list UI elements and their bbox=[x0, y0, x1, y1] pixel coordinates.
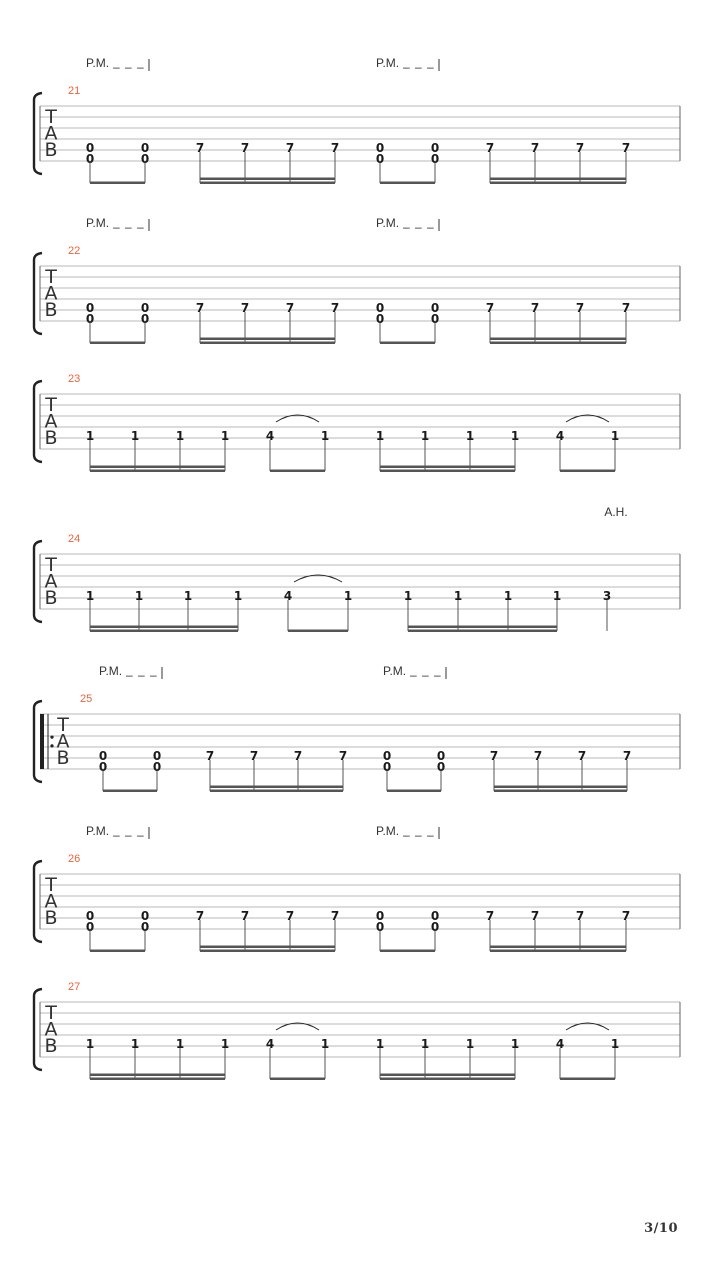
beam bbox=[494, 790, 627, 793]
fret-number: 0 bbox=[85, 312, 95, 326]
fret-number: 7 bbox=[293, 749, 303, 763]
fret-number: 7 bbox=[195, 141, 205, 155]
fret-number: 1 bbox=[503, 589, 513, 603]
beam bbox=[380, 466, 515, 469]
beam bbox=[200, 178, 335, 181]
palm-mute-label: P.M. bbox=[376, 216, 400, 230]
beam bbox=[380, 1074, 515, 1077]
fret-number: 7 bbox=[485, 141, 495, 155]
fret-number: 0 bbox=[85, 909, 95, 923]
tab-clef-letter: A bbox=[44, 122, 58, 145]
fret-number: 7 bbox=[621, 301, 631, 315]
fret-number: 7 bbox=[575, 301, 585, 315]
fret-number: 0 bbox=[430, 909, 440, 923]
fret-number: 1 bbox=[183, 589, 193, 603]
fret-number: 0 bbox=[140, 141, 150, 155]
fret-number: 1 bbox=[610, 1037, 620, 1051]
fret-number: 1 bbox=[175, 429, 185, 443]
fret-number: 3 bbox=[602, 589, 612, 603]
tab-clef-letter: A bbox=[44, 1018, 58, 1041]
tab-clef-letter: B bbox=[56, 747, 70, 769]
palm-mute-dashes: – – – bbox=[113, 220, 145, 234]
beam bbox=[90, 182, 145, 185]
fret-number: 4 bbox=[555, 1037, 565, 1051]
fret-number: 1 bbox=[175, 1037, 185, 1051]
beam bbox=[490, 178, 626, 181]
fret-number: 0 bbox=[430, 301, 440, 315]
system-bracket bbox=[34, 93, 42, 174]
fret-number: 7 bbox=[240, 141, 250, 155]
fret-number: 4 bbox=[283, 589, 293, 603]
fret-number: 7 bbox=[195, 301, 205, 315]
fret-number: 1 bbox=[320, 1037, 330, 1051]
fret-number: 4 bbox=[555, 429, 565, 443]
palm-mute-label: P.M. bbox=[383, 664, 407, 678]
fret-number: 0 bbox=[140, 909, 150, 923]
palm-mute-label: P.M. bbox=[376, 56, 400, 70]
tab-clef-letter: T bbox=[45, 394, 57, 416]
tab-clef-letter: A bbox=[44, 890, 58, 913]
fret-number: 0 bbox=[85, 301, 95, 315]
beam bbox=[490, 342, 626, 345]
fret-number: 7 bbox=[621, 141, 631, 155]
system-bracket bbox=[34, 989, 42, 1070]
beam bbox=[210, 790, 343, 793]
beam bbox=[408, 626, 557, 629]
system-bracket bbox=[34, 381, 42, 462]
page-number: 3/10 bbox=[644, 1221, 678, 1236]
fret-number: 1 bbox=[85, 589, 95, 603]
beam bbox=[210, 786, 343, 789]
fret-number: 0 bbox=[85, 141, 95, 155]
measure-number: 22 bbox=[68, 245, 81, 257]
tab-clef-letter: B bbox=[44, 587, 58, 609]
fret-number: 7 bbox=[285, 141, 295, 155]
fret-number: 1 bbox=[233, 589, 243, 603]
fret-number: 7 bbox=[621, 909, 631, 923]
fret-number: 1 bbox=[220, 1037, 230, 1051]
fret-number: 1 bbox=[552, 589, 562, 603]
fret-number: 1 bbox=[465, 1037, 475, 1051]
tab-clef-letter: B bbox=[44, 299, 58, 321]
beam bbox=[270, 1078, 325, 1081]
fret-number: 7 bbox=[195, 909, 205, 923]
measure-number: 27 bbox=[68, 981, 81, 993]
beam bbox=[490, 946, 626, 949]
fret-number: 0 bbox=[140, 301, 150, 315]
fret-number: 0 bbox=[375, 920, 385, 934]
beam bbox=[90, 1078, 225, 1081]
artificial-harmonic-label: A.H. bbox=[604, 505, 628, 519]
system-bracket bbox=[34, 541, 42, 622]
fret-number: 1 bbox=[220, 429, 230, 443]
palm-mute-dashes: – – – bbox=[113, 60, 145, 74]
palm-mute-label: P.M. bbox=[376, 824, 400, 838]
fret-number: 7 bbox=[485, 301, 495, 315]
beam bbox=[380, 342, 435, 345]
fret-number: 0 bbox=[375, 141, 385, 155]
fret-number: 0 bbox=[375, 909, 385, 923]
fret-number: 0 bbox=[430, 920, 440, 934]
palm-mute-dashes: – – – bbox=[113, 828, 145, 842]
fret-number: 0 bbox=[375, 152, 385, 166]
beam bbox=[288, 630, 348, 633]
system-bracket bbox=[34, 253, 42, 334]
beam bbox=[270, 470, 325, 473]
fret-number: 1 bbox=[510, 429, 520, 443]
fret-number: 0 bbox=[140, 312, 150, 326]
fret-number: 7 bbox=[575, 141, 585, 155]
fret-number: 7 bbox=[575, 909, 585, 923]
fret-number: 0 bbox=[375, 312, 385, 326]
tab-clef-letter: A bbox=[56, 730, 70, 753]
fret-number: 7 bbox=[338, 749, 348, 763]
beam bbox=[90, 470, 225, 473]
beam bbox=[490, 338, 626, 341]
beam bbox=[380, 1078, 515, 1081]
fret-number: 0 bbox=[430, 312, 440, 326]
tab-clef-letter: A bbox=[44, 282, 58, 305]
fret-number: 7 bbox=[285, 301, 295, 315]
fret-number: 0 bbox=[375, 301, 385, 315]
fret-number: 1 bbox=[420, 1037, 430, 1051]
palm-mute-dashes: – – – bbox=[403, 828, 435, 842]
repeat-thick-barline bbox=[40, 714, 44, 769]
palm-mute-dashes: – – – bbox=[410, 668, 442, 682]
beam bbox=[200, 338, 335, 341]
fret-number: 0 bbox=[436, 749, 446, 763]
fret-number: 1 bbox=[85, 1037, 95, 1051]
fret-number: 7 bbox=[205, 749, 215, 763]
beam bbox=[90, 630, 238, 633]
fret-number: 1 bbox=[320, 429, 330, 443]
beam bbox=[90, 342, 145, 345]
palm-mute-dashes: – – – bbox=[126, 668, 158, 682]
beam bbox=[408, 630, 557, 633]
fret-number: 7 bbox=[330, 909, 340, 923]
measure-number: 21 bbox=[68, 85, 81, 97]
fret-number: 0 bbox=[430, 141, 440, 155]
fret-number: 1 bbox=[403, 589, 413, 603]
fret-number: 7 bbox=[330, 301, 340, 315]
beam bbox=[90, 626, 238, 629]
tab-clef-letter: T bbox=[57, 714, 69, 736]
beam bbox=[103, 790, 157, 793]
fret-number: 7 bbox=[240, 909, 250, 923]
fret-number: 7 bbox=[530, 301, 540, 315]
repeat-dot bbox=[50, 736, 53, 739]
beam bbox=[560, 470, 615, 473]
beam bbox=[200, 946, 335, 949]
fret-number: 0 bbox=[382, 749, 392, 763]
beam bbox=[490, 950, 626, 953]
fret-number: 7 bbox=[249, 749, 259, 763]
fret-number: 0 bbox=[140, 152, 150, 166]
fret-number: 4 bbox=[265, 429, 275, 443]
fret-number: 1 bbox=[85, 429, 95, 443]
fret-number: 7 bbox=[285, 909, 295, 923]
beam bbox=[90, 466, 225, 469]
fret-number: 0 bbox=[140, 920, 150, 934]
fret-number: 7 bbox=[577, 749, 587, 763]
fret-number: 0 bbox=[85, 920, 95, 934]
fret-number: 7 bbox=[530, 141, 540, 155]
fret-number: 1 bbox=[453, 589, 463, 603]
tab-clef-letter: B bbox=[44, 1035, 58, 1057]
tab-clef-letter: A bbox=[44, 410, 58, 433]
tab-clef-letter: T bbox=[45, 106, 57, 128]
beam bbox=[90, 950, 145, 953]
palm-mute-label: P.M. bbox=[86, 824, 110, 838]
tab-clef-letter: T bbox=[45, 1002, 57, 1024]
fret-number: 7 bbox=[622, 749, 632, 763]
fret-number: 0 bbox=[152, 749, 162, 763]
fret-number: 1 bbox=[130, 429, 140, 443]
measure-number: 24 bbox=[68, 533, 81, 545]
palm-mute-label: P.M. bbox=[99, 664, 123, 678]
tab-clef-letter: B bbox=[44, 907, 58, 929]
beam bbox=[90, 1074, 225, 1077]
fret-number: 1 bbox=[375, 429, 385, 443]
fret-number: 1 bbox=[343, 589, 353, 603]
beam bbox=[380, 182, 435, 185]
fret-number: 1 bbox=[510, 1037, 520, 1051]
fret-number: 4 bbox=[265, 1037, 275, 1051]
fret-number: 1 bbox=[130, 1037, 140, 1051]
repeat-dot bbox=[50, 744, 53, 747]
tab-clef-letter: B bbox=[44, 139, 58, 161]
beam bbox=[200, 342, 335, 345]
measure-number: 26 bbox=[68, 853, 81, 865]
fret-number: 0 bbox=[382, 760, 392, 774]
beam bbox=[380, 950, 435, 953]
palm-mute-label: P.M. bbox=[86, 56, 110, 70]
fret-number: 1 bbox=[375, 1037, 385, 1051]
fret-number: 1 bbox=[610, 429, 620, 443]
fret-number: 7 bbox=[530, 909, 540, 923]
system-bracket bbox=[34, 861, 42, 942]
tab-clef-letter: A bbox=[44, 570, 58, 593]
fret-number: 1 bbox=[420, 429, 430, 443]
fret-number: 7 bbox=[489, 749, 499, 763]
fret-number: 7 bbox=[330, 141, 340, 155]
tab-clef-letter: T bbox=[45, 874, 57, 896]
fret-number: 0 bbox=[98, 760, 108, 774]
fret-number: 1 bbox=[465, 429, 475, 443]
tab-clef-letter: T bbox=[45, 266, 57, 288]
fret-number: 0 bbox=[98, 749, 108, 763]
beam bbox=[380, 470, 515, 473]
beam bbox=[387, 790, 441, 793]
fret-number: 7 bbox=[485, 909, 495, 923]
fret-number: 0 bbox=[430, 152, 440, 166]
beam bbox=[490, 182, 626, 185]
fret-number: 0 bbox=[85, 152, 95, 166]
beam bbox=[200, 950, 335, 953]
measure-number: 25 bbox=[80, 693, 93, 705]
measure-number: 23 bbox=[68, 373, 81, 385]
tab-clef-letter: B bbox=[44, 427, 58, 449]
beam bbox=[494, 786, 627, 789]
palm-mute-dashes: – – – bbox=[403, 220, 435, 234]
palm-mute-label: P.M. bbox=[86, 216, 110, 230]
fret-number: 0 bbox=[152, 760, 162, 774]
fret-number: 0 bbox=[436, 760, 446, 774]
fret-number: 7 bbox=[533, 749, 543, 763]
fret-number: 7 bbox=[240, 301, 250, 315]
beam bbox=[200, 182, 335, 185]
beam bbox=[560, 1078, 615, 1081]
palm-mute-dashes: – – – bbox=[403, 60, 435, 74]
tab-clef-letter: T bbox=[45, 554, 57, 576]
fret-number: 1 bbox=[134, 589, 144, 603]
